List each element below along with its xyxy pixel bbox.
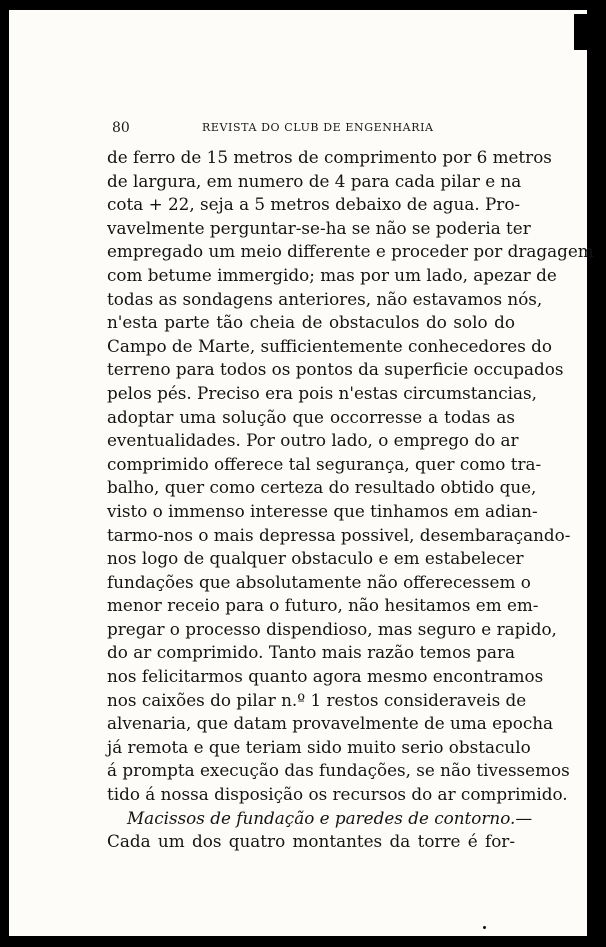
page-header: [112, 120, 514, 140]
body-text: [107, 146, 594, 854]
text-line: nos caixões do pilar n.º 1 restos consideraveis de: [107, 689, 527, 710]
text-line: Cada um dos quatro montantes da torre é for-: [107, 831, 515, 852]
text-line: todas as sondagens anteriores, não estavamos nós,: [107, 288, 543, 309]
text-line: comprimido offerece tal segurança, quer como tra-: [107, 453, 542, 474]
text-line: cota + 22, seja a 5 metros debaixo de agua. Pro-: [107, 194, 521, 215]
text-line: alvenaria, que datam provavelmente de uma epocha: [107, 713, 554, 734]
scan-edge-mark: [574, 14, 588, 50]
speck-mark: [483, 926, 486, 929]
text-line: menor receio para o futuro, não hesitamos em em-: [107, 595, 539, 616]
text-line: empregado um meio differente e proceder por dragagem: [107, 241, 594, 262]
text-line: já remota e que teriam sido muito serio obstaculo: [107, 736, 531, 757]
text-line: nos logo de qualquer obstaculo e em estabelecer: [107, 548, 524, 569]
page-number: 80: [112, 120, 130, 136]
text-line: fundações que absolutamente não offerecessem o: [107, 571, 531, 592]
text-line: do ar comprimido. Tanto mais razão temos para: [107, 642, 515, 663]
section-heading: Macissos de fundação e paredes de contorno.—: [127, 807, 533, 828]
text-line: vavelmente perguntar-se-ha se não se poderia ter: [107, 217, 531, 238]
text-line: de ferro de 15 metros de comprimento por 6 metros: [107, 147, 552, 167]
text-line: pregar o processo dispendioso, mas seguro e rapido,: [107, 618, 557, 639]
text-line: visto o immenso interesse que tinhamos em adian-: [107, 500, 538, 521]
text-line: terreno para todos os pontos da superficie occupados: [107, 359, 564, 380]
text-line: com betume immergido; mas por um lado, apezar de: [107, 264, 557, 285]
text-line: n'esta parte tão cheia de obstaculos do solo do: [107, 312, 515, 333]
text-line: nos felicitarmos quanto agora mesmo encontramos: [107, 666, 544, 687]
text-line: balho, quer como certeza do resultado obtido que,: [107, 477, 537, 498]
text-line: á prompta execução das fundações, se não tivessemos: [107, 760, 570, 781]
text-line: tido á nossa disposição os recursos do ar comprimido.: [107, 784, 568, 805]
text-line: eventualidades. Por outro lado, o emprego do ar: [107, 430, 519, 451]
text-line: tarmo-nos o mais depressa possivel, desembaraçando-: [107, 524, 571, 545]
text-line: pelos pés. Preciso era pois n'estas circumstancias,: [107, 382, 538, 403]
text-line: Campo de Marte, sufficientemente conhecedores do: [107, 335, 553, 356]
running-title: REVISTA DO CLUB DE ENGENHARIA: [202, 121, 434, 134]
text-line: de largura, em numero de 4 para cada pilar e na: [107, 170, 522, 191]
text-line: adoptar uma solução que occorresse a todas as: [107, 406, 515, 427]
